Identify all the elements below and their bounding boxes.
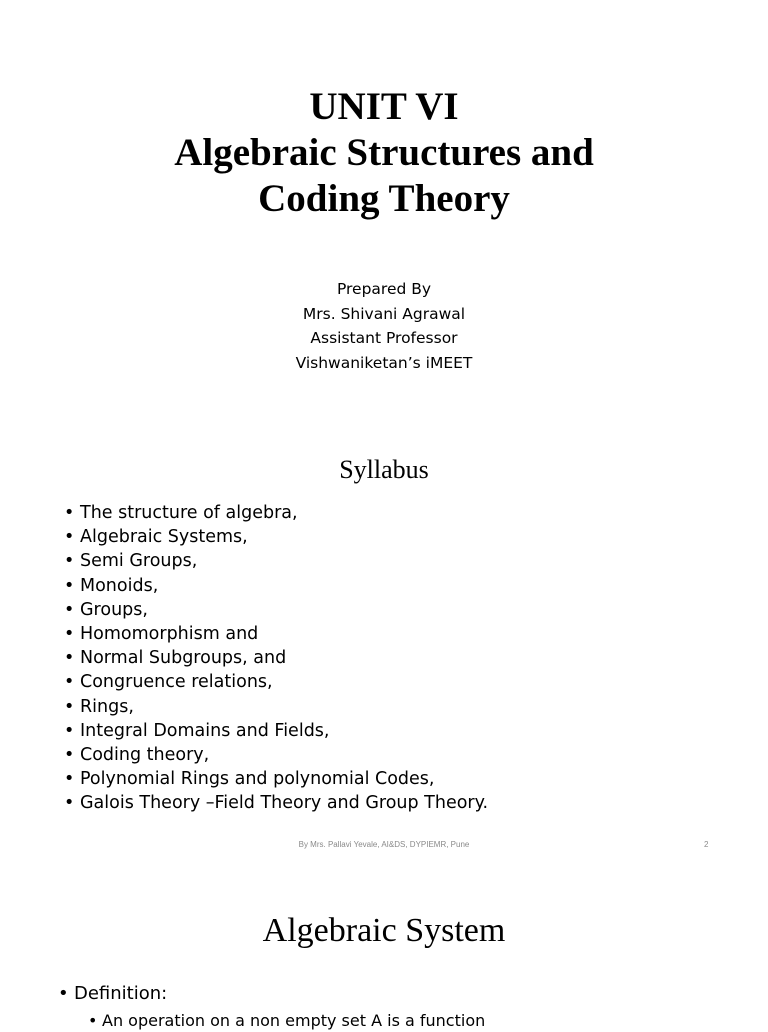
algebraic-system-slide <box>0 880 768 1030</box>
bullet-icon: • <box>64 624 75 645</box>
definition-sub-item <box>88 1010 485 1032</box>
syllabus-item <box>64 646 488 670</box>
syllabus-item-text: Normal Subgroups, and <box>80 648 287 669</box>
syllabus-item <box>64 598 488 622</box>
bullet-icon: • <box>64 575 75 596</box>
slide-title <box>0 84 768 222</box>
syllabus-item-text: Integral Domains and Fields, <box>80 720 330 741</box>
credit-institute: Vishwaniketan’s iMEET <box>295 353 473 372</box>
credit-designation: Assistant Professor <box>310 329 458 347</box>
syllabus-item-text: Algebraic Systems, <box>80 527 248 548</box>
bullet-icon: • <box>64 599 75 620</box>
definition-list <box>58 982 167 1006</box>
syllabus-item-text: Groups, <box>80 599 148 620</box>
syllabus-item-text: Galois Theory –Field Theory and Group Theory. <box>80 793 489 814</box>
title-line-1: UNIT VI <box>309 85 459 128</box>
definition-sub-list <box>88 1010 485 1032</box>
syllabus-item-text: The structure of algebra, <box>80 503 298 523</box>
title-line-2: Algebraic Structures and <box>174 131 594 174</box>
author-credits <box>0 277 768 375</box>
syllabus-item <box>64 622 488 646</box>
page-number: 2 <box>704 840 709 849</box>
syllabus-item-text: Semi Groups, <box>80 551 198 572</box>
syllabus-item <box>64 743 488 767</box>
bullet-icon: • <box>58 983 69 1004</box>
syllabus-item <box>64 670 488 694</box>
syllabus-item <box>64 525 488 549</box>
syllabus-item-text: Coding theory, <box>80 745 210 766</box>
syllabus-item-text: Polynomial Rings and polynomial Codes, <box>80 769 435 790</box>
slide-footer: By Mrs. Pallavi Yevale, AI&DS, DYPIEMR, Pune <box>298 840 470 849</box>
syllabus-item <box>64 791 488 815</box>
bullet-icon: • <box>64 503 75 523</box>
bullet-icon: • <box>64 696 75 717</box>
syllabus-item-text: Homomorphism and <box>80 624 259 645</box>
syllabus-item-text: Rings, <box>80 696 134 717</box>
bullet-icon: • <box>64 769 75 790</box>
syllabus-item-text: Monoids, <box>80 575 159 596</box>
bullet-icon: • <box>64 672 75 693</box>
syllabus-item <box>64 767 488 791</box>
bullet-icon: • <box>64 648 75 669</box>
definition-item-text: Definition: <box>74 983 168 1004</box>
bullet-icon: • <box>64 527 75 548</box>
bullet-icon: • <box>64 551 75 572</box>
syllabus-item <box>64 501 488 525</box>
title-slide <box>0 0 768 420</box>
bullet-icon: • <box>88 1011 98 1030</box>
syllabus-list <box>64 501 488 816</box>
syllabus-heading: Syllabus <box>339 455 429 484</box>
credit-author-name: Mrs. Shivani Agrawal <box>302 304 466 323</box>
title-line-3: Coding Theory <box>258 177 510 220</box>
syllabus-item <box>64 719 488 743</box>
algebraic-system-heading: Algebraic System <box>262 912 506 949</box>
definition-sub-item-text: An operation on a non empty set A is a function <box>102 1011 486 1030</box>
bullet-icon: • <box>64 793 75 814</box>
bullet-icon: • <box>64 745 75 766</box>
bullet-icon: • <box>64 720 75 741</box>
syllabus-item <box>64 549 488 573</box>
definition-item <box>58 982 167 1006</box>
syllabus-slide <box>0 440 768 860</box>
syllabus-item <box>64 574 488 598</box>
syllabus-item-text: Congruence relations, <box>80 672 273 693</box>
syllabus-item <box>64 695 488 719</box>
credit-prepared-by: Prepared By <box>336 280 432 298</box>
